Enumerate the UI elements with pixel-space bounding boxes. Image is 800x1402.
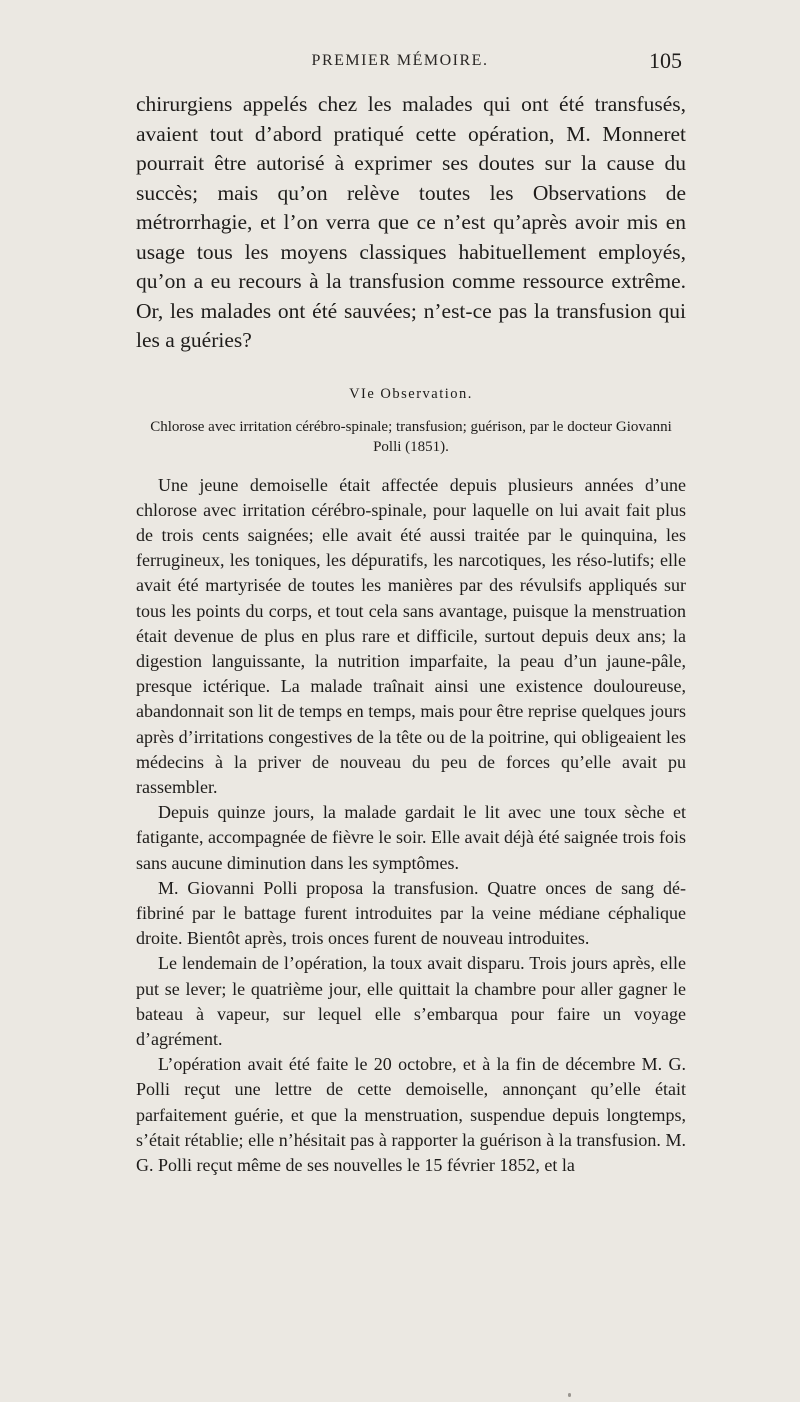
- observation-caption: Chlorose avec irritation cérébro-spinale; transfusion; guérison, par le docteur Giovanni Polli (1851).: [150, 418, 672, 455]
- intro-paragraph: chirurgiens appelés chez les malades qui ont été transfusés, avaient tout d’abord pratiqué cette opération, M. Monneret pourrait être autorisé à exprimer ses doutes sur la cause du succès; mais qu’on relève toutes les Observations de métrorrhagie, et l’on verra que ce n’est qu’après avoir mis en usage tous les moyens classiques habituellement employés, qu’on a eu recours à la transfusion comme ressource extrême. Or, les malades ont été sauvées; n’est-ce pas la transfusion qui les a guéries?: [136, 92, 686, 352]
- body-paragraph-2: Depuis quinze jours, la malade gardait le lit avec une toux sèche et fatigante, accompagnée de fièvre le soir. Elle avait déjà été saignée trois fois sans aucune diminution dans les symptômes.: [136, 802, 686, 873]
- page-number: 105: [649, 48, 682, 73]
- body-paragraph-1: Une jeune demoiselle était affectée depuis plusieurs années d’une chlorose avec irritation cérébro-spinale, pour laquelle on lui avait fait plus de trois cents saignées; elle avait été aussi traitée par le quinquina, les ferrugineux, les toniques, les dépuratifs, les narcotiques, les réso-lutifs; elle avait été martyrisée de toutes les manières par des révulsifs appliqués sur tous les points du corps, et tout cela sans avantage, puisque la menstruation était devenue de plus en plus rare et difficile, surtout depuis deux ans; la digestion languissante, la nutrition imparfaite, la peau d’un jaune-pâle, presque ictérique. La malade traînait ainsi une existence douloureuse, abandonnait son lit de temps en temps, mais pour être reprise quelques jours après d’irritations congestives de la tête ou de la poitrine, qui obligeaient les médecins à la priver de nouveau du peu de forces qu’elle avait pu rassembler.: [136, 474, 686, 797]
- observation-heading: VIe Observation.: [349, 385, 473, 402]
- body-paragraph-5: L’opération avait été faite le 20 octobre, et à la fin de décembre M. G. Polli reçut une lettre de cette demoiselle, annonçant qu’elle était parfaitement guérie, et que la menstruation, suspendue depuis longtemps, s’était rétablie; elle n’hésitait pas à rapporter la guérison à la transfusion. M. G. Polli reçut même de ses nouvelles le 15 février 1852, et la: [136, 1054, 686, 1175]
- body-paragraph-4: Le lendemain de l’opération, la toux avait disparu. Trois jours après, elle put se lever; le quatrième jour, elle quittait la chambre pour aller gagner le bateau à vapeur, sur lequel elle s’embarqua pour faire un voyage d’agrément.: [136, 953, 686, 1049]
- ink-speck: [568, 1393, 571, 1397]
- body-paragraph-3: M. Giovanni Polli proposa la transfusion. Quatre onces de sang dé-fibriné par le battage furent introduites par la veine médiane céphalique droite. Bientôt après, trois onces furent de nouveau introduites.: [136, 877, 686, 949]
- running-head: PREMIER MÉMOIRE.: [311, 52, 489, 69]
- page-header: [0, 48, 800, 80]
- text-block: [136, 90, 686, 1178]
